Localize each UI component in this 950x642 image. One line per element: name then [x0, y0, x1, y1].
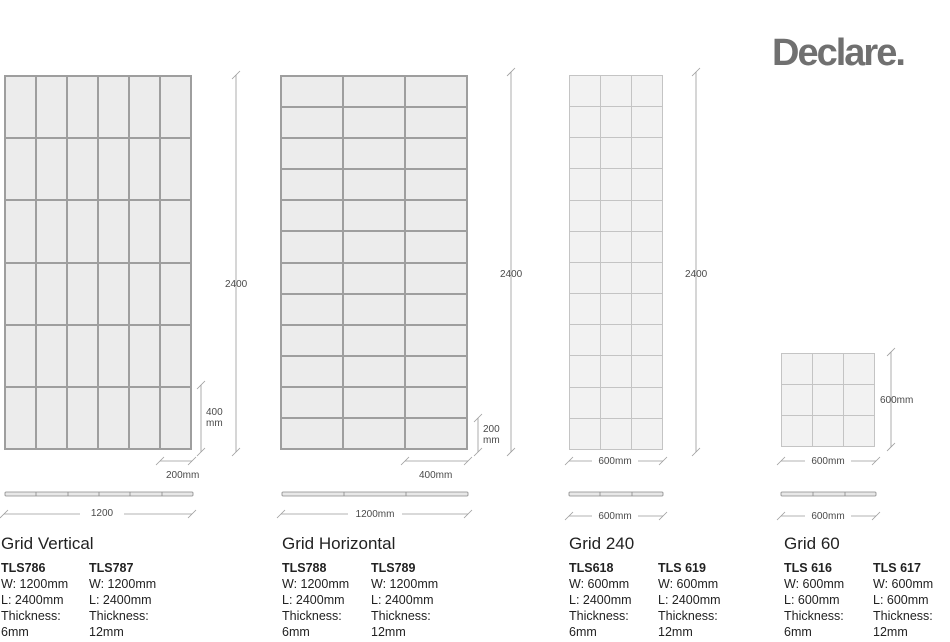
gh-tile-height-label: 200 mm — [483, 424, 500, 446]
spec-width: W: 1200mm — [282, 577, 350, 591]
spec-block — [89, 560, 156, 640]
spec-length: L: 2400mm — [282, 593, 345, 607]
spec-length: L: 2400mm — [371, 593, 434, 607]
grid-60-title: Grid 60 — [784, 534, 840, 553]
spec-length: L: 2400mm — [569, 593, 632, 607]
spec-thickness: 12mm — [658, 625, 693, 639]
grid-240-title: Grid 240 — [569, 534, 635, 553]
spec-length: L: 2400mm — [1, 593, 64, 607]
g60-panel-width-label: 600mm — [805, 511, 851, 522]
product-code: TLS788 — [282, 561, 327, 575]
spec-block — [282, 560, 349, 640]
spec-block — [873, 560, 933, 640]
product-code: TLS 619 — [658, 561, 706, 575]
g240-height-label: 2400 — [685, 269, 708, 280]
spec-thickness-label: Thickness: — [89, 609, 149, 623]
g60-height-label: 600mm — [880, 395, 914, 406]
gv-panel-width-label: 1200 — [80, 508, 124, 519]
gh-panel-width-label: 1200mm — [348, 509, 402, 520]
grid-vertical-title: Grid Vertical — [1, 534, 94, 553]
spec-block — [569, 560, 632, 640]
product-code: TLS 617 — [873, 561, 921, 575]
spec-thickness-label: Thickness: — [658, 609, 718, 623]
spec-width: W: 600mm — [569, 577, 630, 591]
spec-thickness-label: Thickness: — [569, 609, 629, 623]
product-code: TLS789 — [371, 561, 416, 575]
spec-thickness-label: Thickness: — [282, 609, 342, 623]
spec-thickness: 12mm — [873, 625, 908, 639]
spec-block — [658, 560, 721, 640]
product-code: TLS 616 — [784, 561, 832, 575]
product-code: TLS618 — [569, 561, 614, 575]
spec-thickness-label: Thickness: — [1, 609, 61, 623]
spec-width: W: 1200mm — [1, 577, 69, 591]
gh-height-label: 2400 — [500, 269, 523, 280]
spec-width: W: 1200mm — [371, 577, 439, 591]
g240-tile-width-label: 600mm — [592, 456, 638, 467]
spec-block — [784, 560, 844, 640]
spec-width: W: 1200mm — [89, 577, 157, 591]
spec-thickness-label: Thickness: — [371, 609, 431, 623]
spec-width: W: 600mm — [873, 577, 934, 591]
gv-tile-height-label: 400 mm — [206, 407, 223, 429]
spec-thickness-label: Thickness: — [873, 609, 933, 623]
g60-tile-width-label: 600mm — [805, 456, 851, 467]
gv-tile-width-label: 200mm — [166, 470, 200, 481]
spec-length: L: 600mm — [873, 593, 929, 607]
spec-thickness: 12mm — [89, 625, 124, 639]
declare-logo: Declare. — [772, 32, 904, 74]
spec-width: W: 600mm — [658, 577, 719, 591]
product-code: TLS787 — [89, 561, 134, 575]
grid-horizontal-title: Grid Horizontal — [282, 534, 396, 553]
spec-thickness-label: Thickness: — [784, 609, 844, 623]
spec-block — [371, 560, 438, 640]
spec-block — [1, 560, 68, 640]
spec-length: L: 2400mm — [658, 593, 721, 607]
spec-thickness: 6mm — [1, 625, 29, 639]
spec-length: L: 2400mm — [89, 593, 152, 607]
spec-thickness: 6mm — [569, 625, 597, 639]
spec-thickness: 6mm — [282, 625, 310, 639]
gh-tile-width-label: 400mm — [419, 470, 453, 481]
spec-width: W: 600mm — [784, 577, 845, 591]
spec-thickness: 12mm — [371, 625, 406, 639]
g240-panel-width-label: 600mm — [592, 511, 638, 522]
product-code: TLS786 — [1, 561, 46, 575]
spec-length: L: 600mm — [784, 593, 840, 607]
spec-thickness: 6mm — [784, 625, 812, 639]
gv-height-label: 2400 — [225, 279, 248, 290]
